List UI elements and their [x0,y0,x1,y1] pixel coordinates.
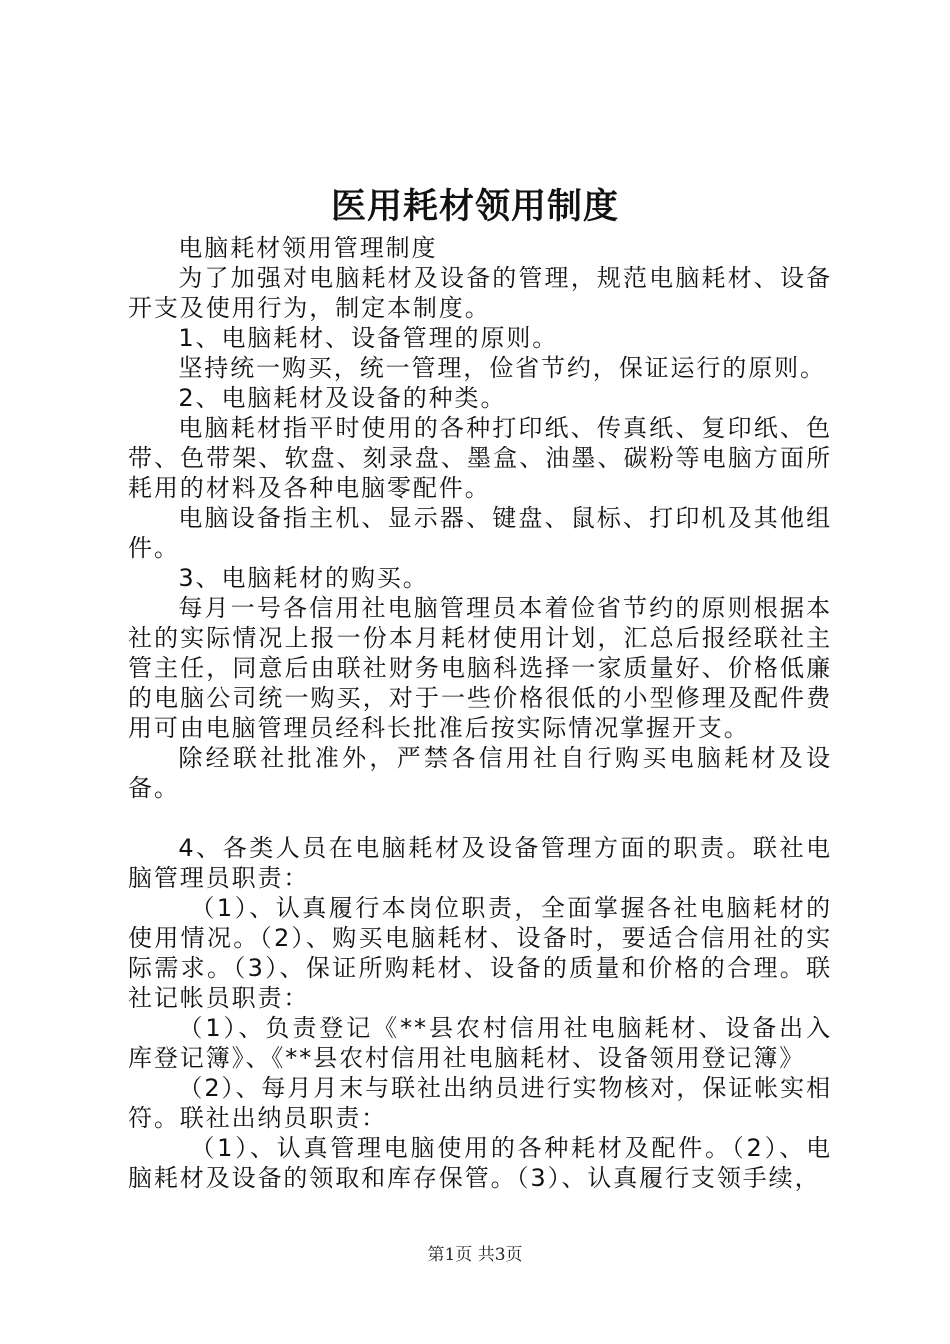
paragraph-subtitle: 电脑耗材领用管理制度 [178,234,438,262]
paragraph-purchase: 每月一号各信用社电脑管理员本着俭省节约的原则根据本社的实际情况上报一份本月耗材使用计划，汇总后报经联社主管主任，同意后由联社财务电脑科选择一家质量好、价格低廉的电脑公司统一购买，对于一些价格很低的小型修理及配件费用可由电脑管理员经科长批准后按实际情况掌握开支。 [128,594,832,742]
paragraph-cashier-duties: （1）、认真管理电脑使用的各种耗材及配件。（2）、电脑耗材及设备的领取和库存保管。（3）、认真履行支领手续， [128,1134,832,1192]
paragraph-bookkeeper-duty-1: （1）、负责登记《**县农村信用社电脑耗材、设备出入库登记簿》、《**县农村信用社电脑耗材、设备领用登记簿》 [128,1014,832,1072]
document-title: 医用耗材领用制度 [330,186,619,227]
paragraph-prohibition: 除经联社批准外，严禁各信用社自行购买电脑耗材及设备。 [128,744,832,802]
paragraph-consumables: 电脑耗材指平时使用的各种打印纸、传真纸、复印纸、色带、色带架、软盘、刻录盘、墨盒、油墨、碳粉等电脑方面所耗用的材料及各种电脑零配件。 [128,414,832,502]
page-footer: 第1页 共3页 [427,1245,523,1265]
paragraph-heading-1: 1、电脑耗材、设备管理的原则。 [178,324,559,352]
document-body [128,233,832,1193]
paragraph-principle: 坚持统一购买，统一管理，俭省节约，保证运行的原则。 [178,354,826,382]
paragraph-purpose: 为了加强对电脑耗材及设备的管理，规范电脑耗材、设备开支及使用行为，制定本制度。 [128,264,832,322]
paragraph-bookkeeper-duty-2: （2）、每月月末与联社出纳员进行实物核对，保证帐实相符。联社出纳员职责： [128,1074,832,1132]
paragraph-admin-duties: （1）、认真履行本岗位职责，全面掌握各社电脑耗材的使用情况。（2）、购买电脑耗材、设备时，要适合信用社的实际需求。（3）、保证所购耗材、设备的质量和价格的合理。联社记帐员职责： [128,894,832,1012]
paragraph-heading-4: 4、各类人员在电脑耗材及设备管理方面的职责。联社电脑管理员职责： [128,834,832,892]
paragraph-equipment: 电脑设备指主机、显示器、键盘、鼠标、打印机及其他组件。 [128,504,832,562]
paragraph-heading-3: 3、电脑耗材的购买。 [178,564,429,592]
paragraph-heading-2: 2、电脑耗材及设备的种类。 [178,384,507,412]
